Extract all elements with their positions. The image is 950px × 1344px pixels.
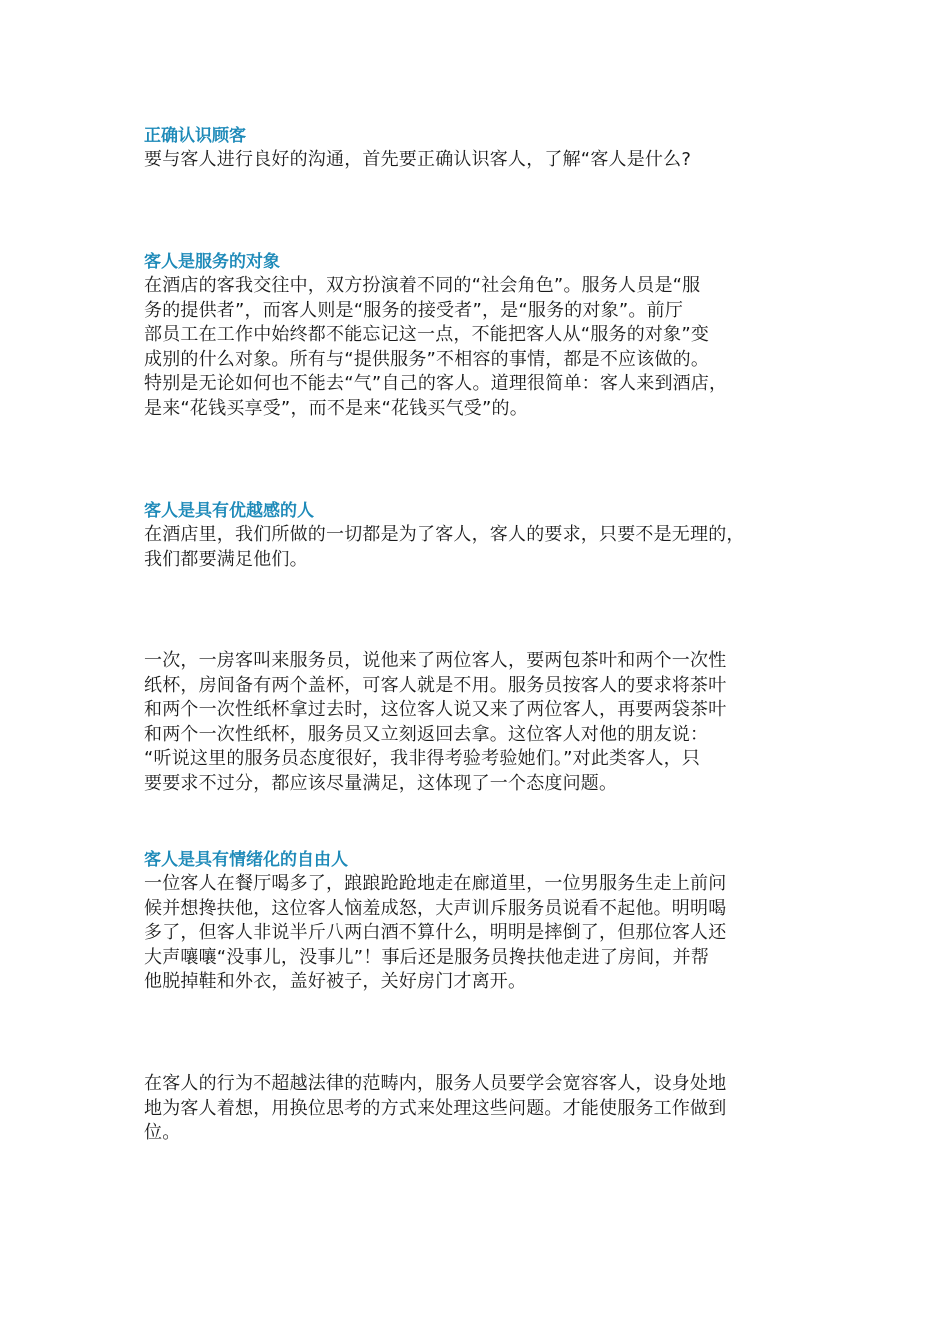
paragraph-line: 他脱掉鞋和外衣，盖好被子，关好房门才离开。 <box>144 971 527 993</box>
section-paragraph <box>144 148 824 173</box>
section-conclusion <box>144 1072 824 1146</box>
section-paragraph <box>144 523 824 572</box>
paragraph-line: 成别的什么对象。所有与“提供服务”不相容的事情，都是不应该做的。 <box>144 348 710 370</box>
section-service-object <box>144 250 824 422</box>
paragraph-line: 在酒店的客我交往中，双方扮演着不同的“社会角色”。服务人员是“服 <box>144 275 701 296</box>
paragraph-line: 要要求不过分，都应该尽量满足，这体现了一个态度问题。 <box>144 772 618 794</box>
paragraph-line: 大声嚷嚷“没事儿，没事儿”！事后还是服务员搀扶他走进了房间，并帮 <box>144 946 710 968</box>
section-heading: 正确认识顾客 <box>144 126 246 146</box>
paragraph-line: 位。 <box>144 1122 181 1144</box>
paragraph-line: 纸杯，房间备有两个盖杯，可客人就是不用。服务员按客人的要求将茶叶 <box>144 674 727 696</box>
paragraph-line: 一次，一房客叫来服务员，说他来了两位客人，要两包茶叶和两个一次性 <box>144 650 727 671</box>
paragraph-line: 特别是无论如何也不能去“气”自己的客人。道理很简单：客人来到酒店， <box>144 373 728 395</box>
paragraph-line: 务的提供者”，而客人则是“服务的接受者”，是“服务的对象”。前厅 <box>144 299 684 321</box>
paragraph-line: 我们都要满足他们。 <box>144 548 308 570</box>
section-heading: 客人是具有优越感的人 <box>144 501 314 521</box>
paragraph-line: 多了，但客人非说半斤八两白酒不算什么，明明是摔倒了，但那位客人还 <box>144 922 727 944</box>
section-paragraph <box>144 274 824 422</box>
paragraph-line: 要与客人进行良好的沟通，首先要正确认识客人，了解“客人是什么? <box>144 149 692 170</box>
paragraph-line: 地为客人着想，用换位思考的方式来处理这些问题。才能使服务工作做到 <box>144 1097 727 1119</box>
section-superiority <box>144 499 824 572</box>
section-emotional-guest <box>144 848 824 995</box>
paragraph-line: “听说这里的服务员态度很好，我非得考验考验她们。”对此类客人，只 <box>144 748 701 770</box>
paragraph-line: 是来“花钱买享受”，而不是来“花钱买气受”的。 <box>144 397 528 419</box>
paragraph-line: 候并想搀扶他，这位客人恼羞成怒，大声训斥服务员说看不起他。明明喝 <box>144 897 727 919</box>
paragraph-line: 在酒店里，我们所做的一切都是为了客人，客人的要求，只要不是无理的， <box>144 524 745 545</box>
paragraph-line: 一位客人在餐厅喝多了，踉踉跄跄地走在廊道里，一位男服务生走上前问 <box>144 873 727 894</box>
paragraph-line: 和两个一次性纸杯，服务员又立刻返回去拿。这位客人对他的朋友说： <box>144 723 709 745</box>
section-anecdote-tea <box>144 649 824 797</box>
paragraph-line: 和两个一次性纸杯拿过去时，这位客人说又来了两位客人，再要两袋茶叶 <box>144 699 727 721</box>
section-paragraph <box>144 649 824 797</box>
paragraph-line: 在客人的行为不超越法律的范畴内，服务人员要学会宽容客人，设身处地 <box>144 1073 727 1094</box>
section-heading: 客人是具有情绪化的自由人 <box>144 850 348 870</box>
section-correct-understanding <box>144 124 824 173</box>
section-paragraph <box>144 1072 824 1146</box>
paragraph-line: 部员工在工作中始终都不能忘记这一点，不能把客人从“服务的对象”变 <box>144 324 710 346</box>
section-paragraph <box>144 872 824 995</box>
section-heading: 客人是服务的对象 <box>144 252 280 272</box>
